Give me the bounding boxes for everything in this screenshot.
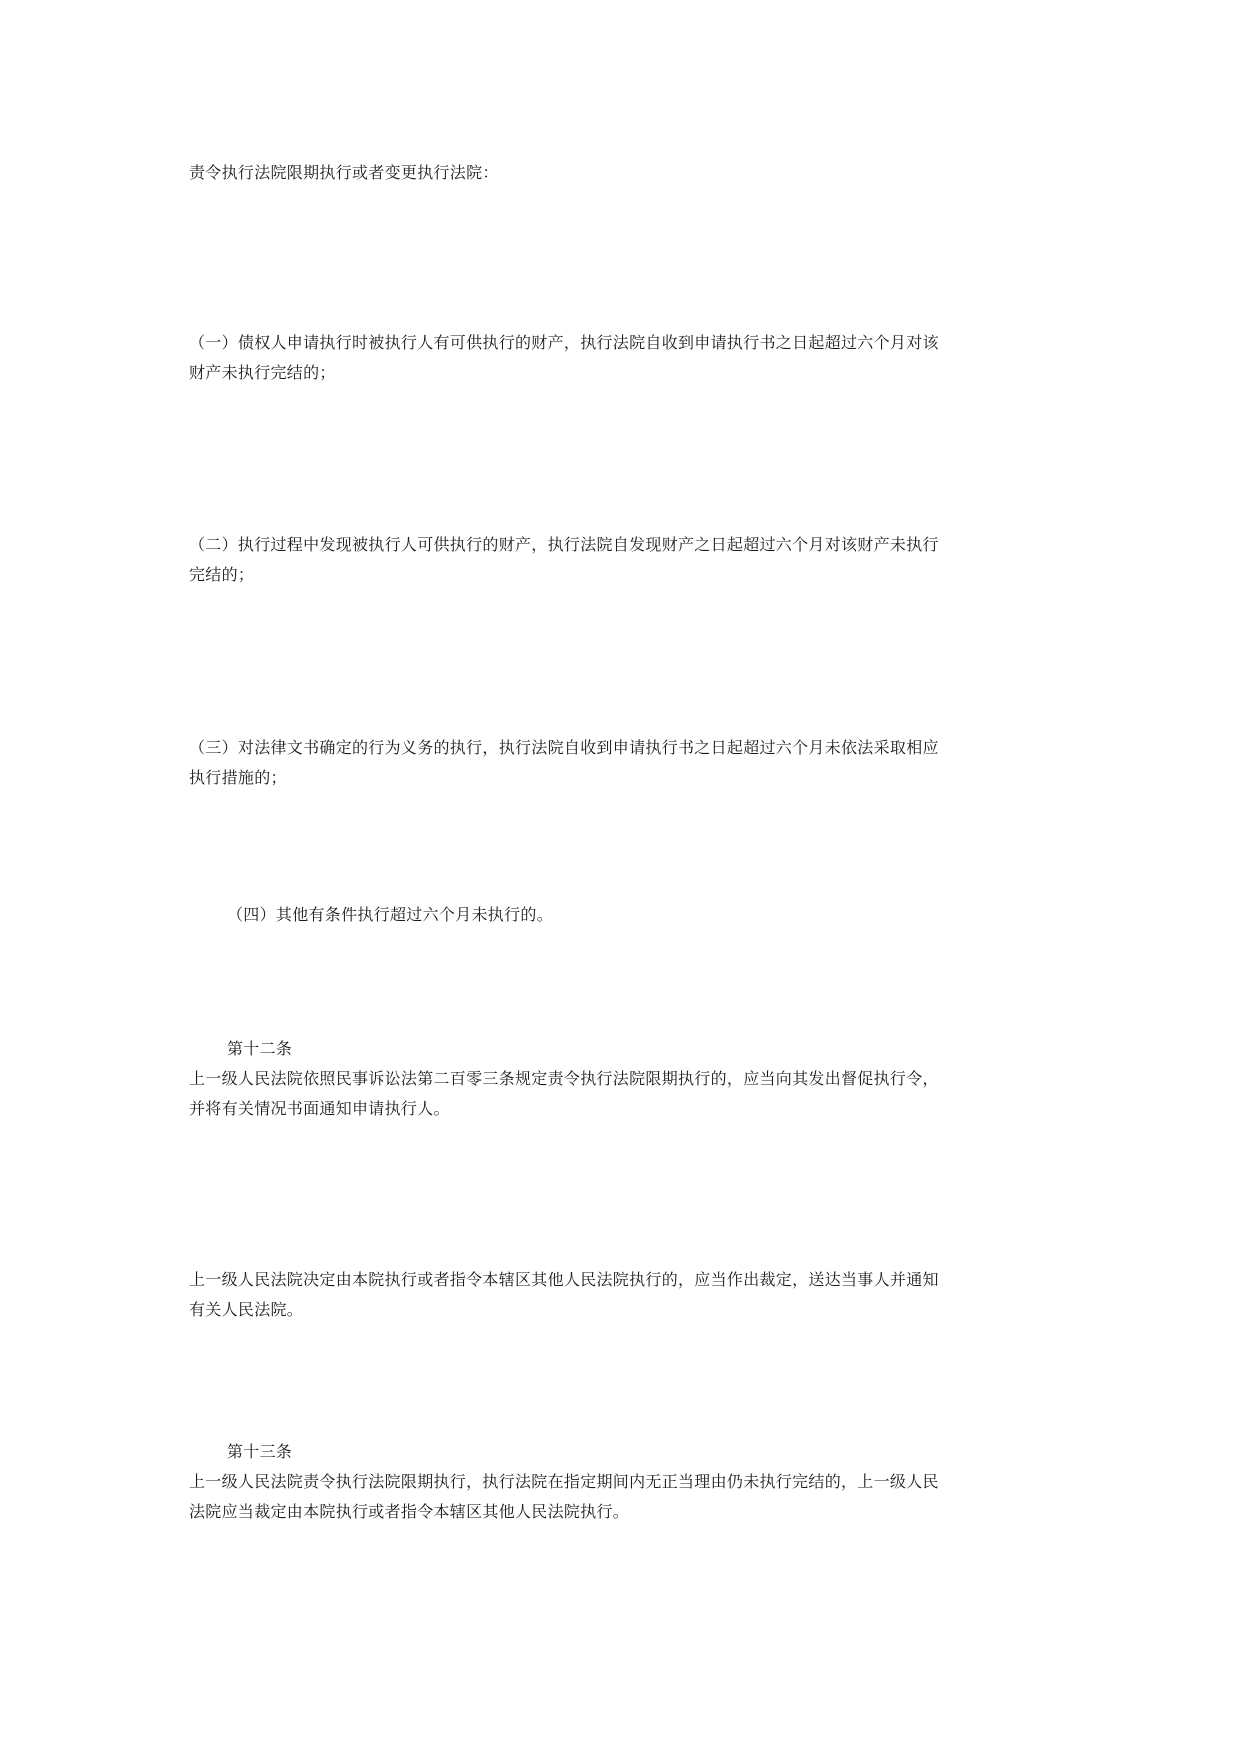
article-13-heading: 第十三条 [227, 1442, 293, 1461]
article-13-para-1-line-1: 上一级人民法院责令执行法院限期执行，执行法院在指定期间内无正当理由仍未执行完结的，上一级人民 [189, 1472, 939, 1491]
article-12-para-1-line-2: 并将有关情况书面通知申请执行人。 [189, 1099, 450, 1118]
item-1-line-1: （一）债权人申请执行时被执行人有可供执行的财产，执行法院自收到申请执行书之日起超过六个月对该 [189, 333, 939, 352]
item-2-line-1: （二）执行过程中发现被执行人可供执行的财产，执行法院自发现财产之日起超过六个月对该财产未执行 [189, 535, 939, 554]
intro-text: 责令执行法院限期执行或者变更执行法院： [189, 163, 499, 182]
item-3-line-2: 执行措施的； [189, 768, 287, 787]
item-3-line-1: （三）对法律文书确定的行为义务的执行，执行法院自收到申请执行书之日起超过六个月未依法采取相应 [189, 738, 939, 757]
article-12-para-2-line-2: 有关人民法院。 [189, 1300, 304, 1319]
article-13-para-1-line-2: 法院应当裁定由本院执行或者指令本辖区其他人民法院执行。 [189, 1502, 630, 1521]
item-4: （四）其他有条件执行超过六个月未执行的。 [227, 905, 554, 924]
article-12-heading: 第十二条 [227, 1039, 293, 1058]
item-2-line-2: 完结的； [189, 565, 255, 584]
article-12-para-2-line-1: 上一级人民法院决定由本院执行或者指令本辖区其他人民法院执行的，应当作出裁定，送达当事人并通知 [189, 1270, 939, 1289]
article-12-para-1-line-1: 上一级人民法院依照民事诉讼法第二百零三条规定责令执行法院限期执行的，应当向其发出督促执行令， [189, 1069, 939, 1088]
item-1-line-2: 财产未执行完结的； [189, 363, 336, 382]
